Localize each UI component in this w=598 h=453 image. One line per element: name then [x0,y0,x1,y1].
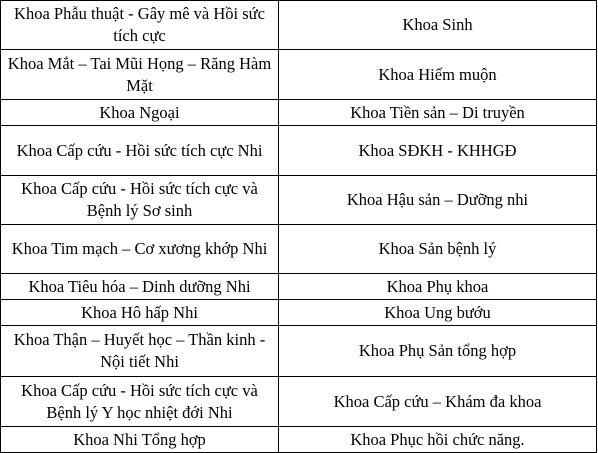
right-department-cell: Khoa Hiếm muộn [279,50,597,100]
table-row [1,225,597,274]
left-department-cell: Khoa Cấp cứu - Hồi sức tích cực và Bệnh lý Sơ sinh [1,176,279,225]
right-department-cell: Khoa Hậu sản – Dưỡng nhi [279,176,597,225]
table-row [1,377,597,427]
left-department-cell: Khoa Cấp cứu - Hồi sức tích cực và Bệnh lý Y học nhiệt đới Nhi [1,377,279,427]
right-department-cell: Khoa Phụ khoa [279,274,597,300]
right-department-cell: Khoa Phụ Sản tổng hợp [279,326,597,377]
table-row [1,274,597,300]
left-department-cell: Khoa Thận – Huyết học – Thần kinh - Nội tiết Nhi [1,326,279,377]
left-department-cell: Khoa Tim mạch – Cơ xương khớp Nhi [1,225,279,274]
left-department-cell: Khoa Hô hấp Nhi [1,300,279,326]
left-department-cell: Khoa Mắt – Tai Mũi Họng – Răng Hàm Mặt [1,50,279,100]
right-department-cell: Khoa Cấp cứu – Khám đa khoa [279,377,597,427]
right-department-cell: Khoa Sinh [279,1,597,50]
table-row [1,50,597,100]
table-row [1,326,597,377]
left-department-cell: Khoa Tiêu hóa – Dinh dưỡng Nhi [1,274,279,300]
table-row [1,1,597,50]
left-department-cell: Khoa Phẫu thuật - Gây mê và Hồi sức tích cực [1,1,279,50]
table-row [1,176,597,225]
table-row [1,100,597,126]
table-row [1,126,597,176]
table-row [1,427,597,453]
left-department-cell: Khoa Ngoại [1,100,279,126]
left-department-cell: Khoa Nhi Tổng hợp [1,427,279,453]
table-row [1,300,597,326]
right-department-cell: Khoa Ung bướu [279,300,597,326]
right-department-cell: Khoa Phục hồi chức năng. [279,427,597,453]
right-department-cell: Khoa Tiền sản – Di truyền [279,100,597,126]
right-department-cell: Khoa SĐKH - KHHGĐ [279,126,597,176]
right-department-cell: Khoa Sản bệnh lý [279,225,597,274]
left-department-cell: Khoa Cấp cứu - Hồi sức tích cực Nhi [1,126,279,176]
